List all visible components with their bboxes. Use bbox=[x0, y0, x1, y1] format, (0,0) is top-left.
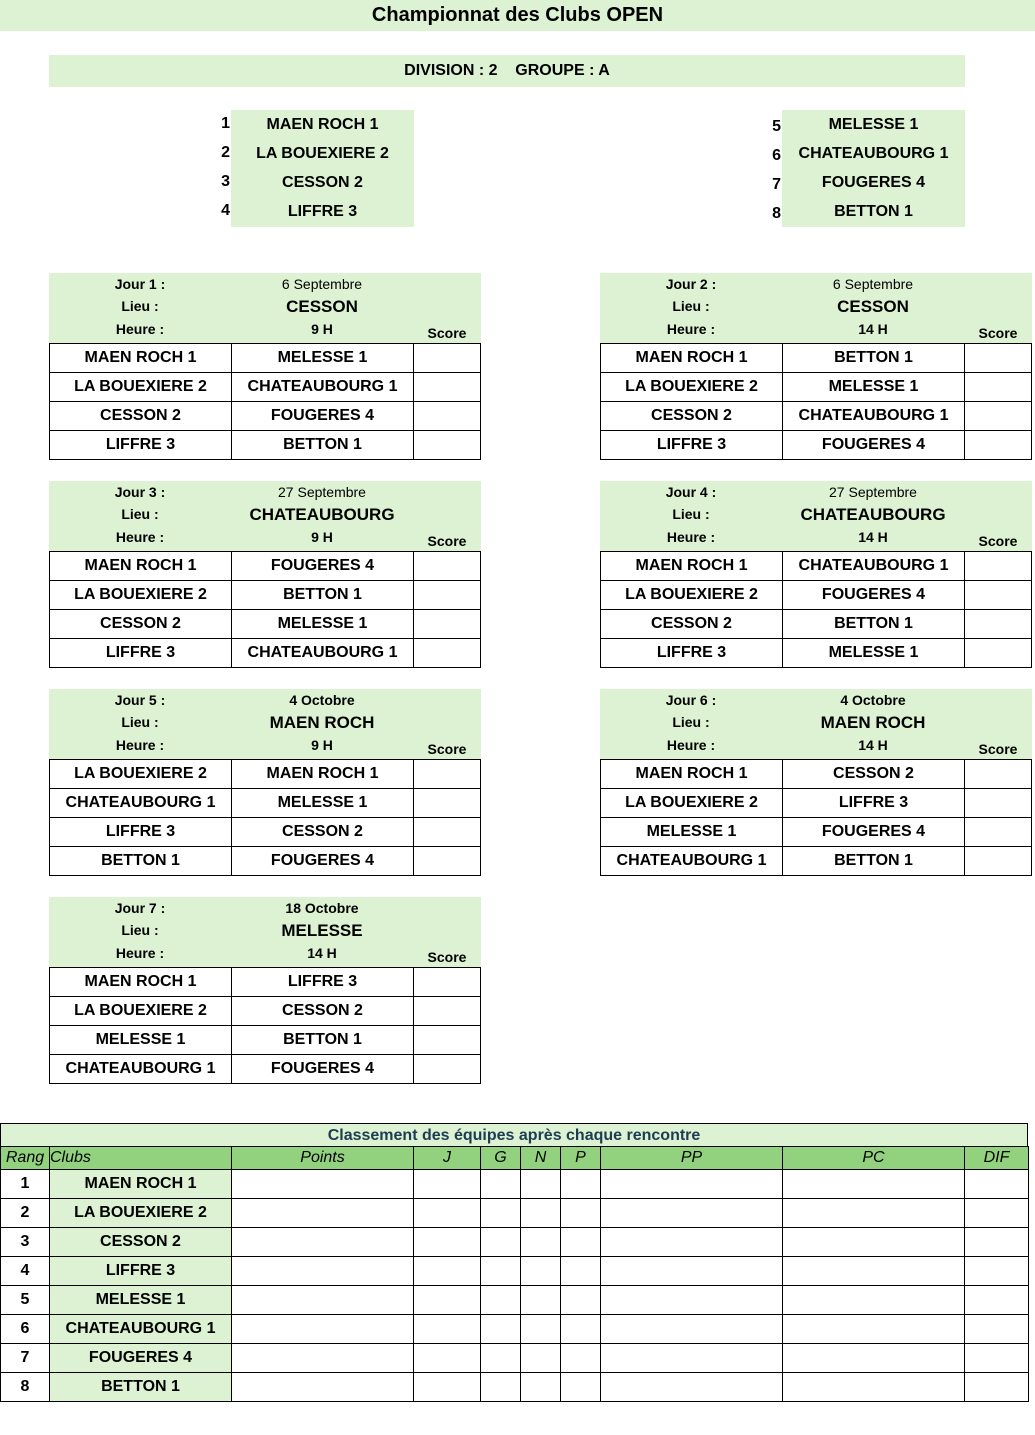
rank-stat-cell[interactable] bbox=[561, 1170, 601, 1199]
day-date: 4 Octobre bbox=[840, 692, 906, 708]
home-team: BETTON 1 bbox=[50, 847, 232, 876]
away-team: BETTON 1 bbox=[232, 1026, 414, 1055]
rank-stat-cell[interactable] bbox=[965, 1199, 1029, 1228]
home-team: CESSON 2 bbox=[601, 402, 783, 431]
away-team: LIFFRE 3 bbox=[783, 789, 965, 818]
team-name: CHATEAUBOURG 1 bbox=[798, 145, 949, 162]
home-team: CHATEAUBOURG 1 bbox=[601, 847, 783, 876]
home-team: LIFFRE 3 bbox=[50, 818, 232, 847]
ranking-row bbox=[1, 1286, 1029, 1315]
score-cell[interactable] bbox=[414, 968, 481, 997]
rank-stat-cell[interactable] bbox=[521, 1344, 561, 1373]
page-title: Championnat des Clubs OPEN bbox=[0, 0, 1035, 31]
match-row bbox=[601, 344, 1032, 373]
score-label: Score bbox=[427, 325, 467, 341]
away-team: CHATEAUBOURG 1 bbox=[783, 552, 965, 581]
rank-stat-cell[interactable] bbox=[561, 1344, 601, 1373]
day-venue: CHATEAUBOURG bbox=[800, 505, 946, 524]
score-cell[interactable] bbox=[414, 431, 481, 460]
day-date: 27 Septembre bbox=[829, 484, 917, 500]
rank-club: MELESSE 1 bbox=[50, 1286, 232, 1315]
score-cell[interactable] bbox=[414, 373, 481, 402]
match-row bbox=[50, 968, 481, 997]
team-number: 5 bbox=[772, 118, 781, 135]
team-name: MAEN ROCH 1 bbox=[266, 116, 379, 133]
day-3-header bbox=[49, 481, 481, 551]
score-cell[interactable] bbox=[414, 639, 481, 668]
rank-stat-cell[interactable] bbox=[601, 1315, 783, 1344]
rank-stat-cell[interactable] bbox=[414, 1257, 481, 1286]
match-row bbox=[50, 373, 481, 402]
rank-stat-cell[interactable] bbox=[232, 1344, 414, 1373]
score-label: Score bbox=[427, 533, 467, 549]
match-row bbox=[601, 373, 1032, 402]
ranking-header-dif: DIF bbox=[965, 1147, 1029, 1170]
rank-stat-cell[interactable] bbox=[601, 1228, 783, 1257]
rank-stat-cell[interactable] bbox=[601, 1373, 783, 1402]
home-team: MAEN ROCH 1 bbox=[50, 968, 232, 997]
away-team: FOUGERES 4 bbox=[232, 847, 414, 876]
rank-stat-cell[interactable] bbox=[521, 1199, 561, 1228]
rank-stat-cell[interactable] bbox=[521, 1315, 561, 1344]
match-row bbox=[50, 639, 481, 668]
rank-club: LIFFRE 3 bbox=[50, 1257, 232, 1286]
match-row bbox=[601, 431, 1032, 460]
division-group-banner: DIVISION : 2 GROUPE : A bbox=[49, 55, 965, 87]
heure-label: Heure : bbox=[666, 529, 716, 545]
team-number: 2 bbox=[221, 144, 230, 161]
home-team: LA BOUEXIERE 2 bbox=[50, 760, 232, 789]
score-label: Score bbox=[427, 741, 467, 757]
heure-label: Heure : bbox=[115, 529, 165, 545]
rank-stat-cell[interactable] bbox=[521, 1257, 561, 1286]
rank-stat-cell[interactable] bbox=[232, 1315, 414, 1344]
score-label: Score bbox=[978, 325, 1018, 341]
rank-stat-cell[interactable] bbox=[561, 1228, 601, 1257]
day-3-matches-table bbox=[49, 551, 481, 668]
day-venue: CESSON bbox=[837, 297, 909, 316]
rank-stat-cell[interactable] bbox=[601, 1257, 783, 1286]
away-team: MELESSE 1 bbox=[783, 639, 965, 668]
day-time: 9 H bbox=[311, 529, 333, 545]
rank-stat-cell[interactable] bbox=[965, 1257, 1029, 1286]
rank-number: 2 bbox=[1, 1199, 50, 1228]
rank-stat-cell[interactable] bbox=[783, 1228, 965, 1257]
rank-number: 3 bbox=[1, 1228, 50, 1257]
away-team: FOUGERES 4 bbox=[783, 431, 965, 460]
rank-stat-cell[interactable] bbox=[783, 1315, 965, 1344]
away-team: CHATEAUBOURG 1 bbox=[232, 373, 414, 402]
ranking-row bbox=[1, 1199, 1029, 1228]
match-row bbox=[601, 581, 1032, 610]
rank-stat-cell[interactable] bbox=[232, 1170, 414, 1199]
match-row bbox=[50, 1055, 481, 1084]
home-team: LA BOUEXIERE 2 bbox=[50, 581, 232, 610]
rank-stat-cell[interactable] bbox=[965, 1344, 1029, 1373]
score-cell[interactable] bbox=[965, 344, 1032, 373]
match-row bbox=[50, 344, 481, 373]
day-1-header bbox=[49, 273, 481, 343]
match-row bbox=[601, 847, 1032, 876]
day-date: 6 Septembre bbox=[281, 276, 363, 292]
home-team: CHATEAUBOURG 1 bbox=[50, 1055, 232, 1084]
day-5-header bbox=[49, 689, 481, 759]
rank-number: 1 bbox=[1, 1170, 50, 1199]
home-team: LIFFRE 3 bbox=[50, 639, 232, 668]
day-7-matches-table bbox=[49, 967, 481, 1084]
home-team: MELESSE 1 bbox=[601, 818, 783, 847]
rank-stat-cell[interactable] bbox=[232, 1257, 414, 1286]
rank-stat-cell[interactable] bbox=[561, 1257, 601, 1286]
away-team: BETTON 1 bbox=[783, 610, 965, 639]
day-venue: MELESSE bbox=[281, 921, 363, 940]
score-cell[interactable] bbox=[965, 431, 1032, 460]
match-row bbox=[601, 402, 1032, 431]
day-time: 9 H bbox=[311, 321, 333, 337]
rank-stat-cell[interactable] bbox=[414, 1199, 481, 1228]
ranking-row bbox=[1, 1257, 1029, 1286]
away-team: LIFFRE 3 bbox=[232, 968, 414, 997]
ranking-header-j: J bbox=[414, 1147, 481, 1170]
lieu-label: Lieu : bbox=[121, 506, 159, 522]
match-row bbox=[50, 789, 481, 818]
day-7-header bbox=[49, 897, 481, 967]
rank-number: 4 bbox=[1, 1257, 50, 1286]
home-team: MELESSE 1 bbox=[50, 1026, 232, 1055]
away-team: MELESSE 1 bbox=[232, 344, 414, 373]
day-label: Jour 4 : bbox=[665, 484, 717, 500]
team-number: 7 bbox=[772, 176, 781, 193]
rank-stat-cell[interactable] bbox=[481, 1373, 521, 1402]
score-cell[interactable] bbox=[965, 581, 1032, 610]
day-time: 9 H bbox=[311, 737, 333, 753]
home-team: MAEN ROCH 1 bbox=[601, 344, 783, 373]
rank-stat-cell[interactable] bbox=[481, 1170, 521, 1199]
score-cell[interactable] bbox=[414, 760, 481, 789]
day-6-matches-table bbox=[600, 759, 1032, 876]
home-team: LIFFRE 3 bbox=[50, 431, 232, 460]
score-cell[interactable] bbox=[965, 818, 1032, 847]
rank-stat-cell[interactable] bbox=[521, 1170, 561, 1199]
lieu-label: Lieu : bbox=[672, 298, 710, 314]
rank-stat-cell[interactable] bbox=[601, 1286, 783, 1315]
home-team: LA BOUEXIERE 2 bbox=[601, 581, 783, 610]
score-cell[interactable] bbox=[965, 373, 1032, 402]
home-team: CESSON 2 bbox=[50, 610, 232, 639]
team-name: LIFFRE 3 bbox=[287, 203, 358, 220]
home-team: LIFFRE 3 bbox=[601, 639, 783, 668]
away-team: FOUGERES 4 bbox=[232, 552, 414, 581]
rank-stat-cell[interactable] bbox=[232, 1373, 414, 1402]
away-team: CHATEAUBOURG 1 bbox=[783, 402, 965, 431]
away-team: CHATEAUBOURG 1 bbox=[232, 639, 414, 668]
rank-club: BETTON 1 bbox=[50, 1373, 232, 1402]
score-label: Score bbox=[978, 533, 1018, 549]
match-row bbox=[601, 789, 1032, 818]
day-label: Jour 2 : bbox=[665, 276, 717, 292]
rank-stat-cell[interactable] bbox=[481, 1315, 521, 1344]
score-label: Score bbox=[978, 741, 1018, 757]
away-team: CESSON 2 bbox=[232, 997, 414, 1026]
day-4-header bbox=[600, 481, 1032, 551]
rank-club: CESSON 2 bbox=[50, 1228, 232, 1257]
heure-label: Heure : bbox=[666, 321, 716, 337]
rank-stat-cell[interactable] bbox=[414, 1228, 481, 1257]
match-row bbox=[50, 818, 481, 847]
rank-club: LA BOUEXIERE 2 bbox=[50, 1199, 232, 1228]
score-cell[interactable] bbox=[414, 402, 481, 431]
match-row bbox=[50, 760, 481, 789]
rank-stat-cell[interactable] bbox=[561, 1315, 601, 1344]
day-label: Jour 5 : bbox=[114, 692, 166, 708]
day-label: Jour 6 : bbox=[665, 692, 717, 708]
lieu-label: Lieu : bbox=[121, 298, 159, 314]
rank-stat-cell[interactable] bbox=[601, 1199, 783, 1228]
away-team: CESSON 2 bbox=[783, 760, 965, 789]
away-team: BETTON 1 bbox=[232, 431, 414, 460]
rank-stat-cell[interactable] bbox=[414, 1373, 481, 1402]
away-team: BETTON 1 bbox=[783, 847, 965, 876]
score-cell[interactable] bbox=[414, 997, 481, 1026]
day-venue: MAEN ROCH bbox=[269, 713, 375, 732]
rank-number: 8 bbox=[1, 1373, 50, 1402]
score-cell[interactable] bbox=[414, 552, 481, 581]
day-date: 18 Octobre bbox=[285, 900, 359, 916]
match-row bbox=[50, 402, 481, 431]
away-team: FOUGERES 4 bbox=[783, 818, 965, 847]
score-cell[interactable] bbox=[414, 581, 481, 610]
rank-stat-cell[interactable] bbox=[481, 1228, 521, 1257]
match-row bbox=[50, 847, 481, 876]
ranking-header-points: Points bbox=[232, 1147, 414, 1170]
away-team: CESSON 2 bbox=[232, 818, 414, 847]
rank-stat-cell[interactable] bbox=[783, 1344, 965, 1373]
rank-number: 5 bbox=[1, 1286, 50, 1315]
match-row bbox=[50, 1026, 481, 1055]
rank-stat-cell[interactable] bbox=[232, 1286, 414, 1315]
score-cell[interactable] bbox=[965, 760, 1032, 789]
rank-stat-cell[interactable] bbox=[783, 1286, 965, 1315]
ranking-header-clubs: Clubs bbox=[50, 1147, 232, 1170]
score-cell[interactable] bbox=[414, 847, 481, 876]
team-name: CESSON 2 bbox=[282, 174, 363, 191]
score-label: Score bbox=[427, 949, 467, 965]
away-team: BETTON 1 bbox=[232, 581, 414, 610]
rank-number: 7 bbox=[1, 1344, 50, 1373]
home-team: MAEN ROCH 1 bbox=[50, 344, 232, 373]
rank-stat-cell[interactable] bbox=[481, 1286, 521, 1315]
rank-club: MAEN ROCH 1 bbox=[50, 1170, 232, 1199]
away-team: BETTON 1 bbox=[783, 344, 965, 373]
heure-label: Heure : bbox=[666, 737, 716, 753]
team-number: 3 bbox=[221, 173, 230, 190]
rank-club: FOUGERES 4 bbox=[50, 1344, 232, 1373]
ranking-row bbox=[1, 1315, 1029, 1344]
rank-stat-cell[interactable] bbox=[783, 1170, 965, 1199]
rank-stat-cell[interactable] bbox=[481, 1344, 521, 1373]
day-label: Jour 7 : bbox=[114, 900, 166, 916]
rank-stat-cell[interactable] bbox=[521, 1228, 561, 1257]
heure-label: Heure : bbox=[115, 737, 165, 753]
score-cell[interactable] bbox=[414, 610, 481, 639]
team-number: 1 bbox=[221, 115, 230, 132]
home-team: LA BOUEXIERE 2 bbox=[601, 373, 783, 402]
lieu-label: Lieu : bbox=[672, 506, 710, 522]
score-cell[interactable] bbox=[965, 552, 1032, 581]
home-team: LA BOUEXIERE 2 bbox=[50, 373, 232, 402]
day-4-matches-table bbox=[600, 551, 1032, 668]
rank-stat-cell[interactable] bbox=[965, 1286, 1029, 1315]
rank-club: CHATEAUBOURG 1 bbox=[50, 1315, 232, 1344]
ranking-row bbox=[1, 1228, 1029, 1257]
home-team: LIFFRE 3 bbox=[601, 431, 783, 460]
score-cell[interactable] bbox=[965, 610, 1032, 639]
away-team: MELESSE 1 bbox=[232, 789, 414, 818]
rank-stat-cell[interactable] bbox=[521, 1373, 561, 1402]
rank-stat-cell[interactable] bbox=[965, 1170, 1029, 1199]
rank-stat-cell[interactable] bbox=[481, 1257, 521, 1286]
day-6-header bbox=[600, 689, 1032, 759]
rank-stat-cell[interactable] bbox=[601, 1344, 783, 1373]
away-team: FOUGERES 4 bbox=[232, 402, 414, 431]
rank-stat-cell[interactable] bbox=[232, 1228, 414, 1257]
rank-stat-cell[interactable] bbox=[783, 1199, 965, 1228]
day-date: 27 Septembre bbox=[278, 484, 366, 500]
day-time: 14 H bbox=[858, 529, 888, 545]
score-cell[interactable] bbox=[414, 818, 481, 847]
home-team: CHATEAUBOURG 1 bbox=[50, 789, 232, 818]
score-cell[interactable] bbox=[414, 1026, 481, 1055]
day-1-matches-table bbox=[49, 343, 481, 460]
rank-stat-cell[interactable] bbox=[414, 1344, 481, 1373]
match-row bbox=[50, 997, 481, 1026]
score-cell[interactable] bbox=[965, 847, 1032, 876]
team-name: MELESSE 1 bbox=[828, 116, 919, 133]
ranking-row bbox=[1, 1373, 1029, 1402]
day-venue: MAEN ROCH bbox=[820, 713, 926, 732]
rank-number: 6 bbox=[1, 1315, 50, 1344]
team-name: LA BOUEXIERE 2 bbox=[256, 145, 389, 162]
away-team: MAEN ROCH 1 bbox=[232, 760, 414, 789]
away-team: MELESSE 1 bbox=[232, 610, 414, 639]
score-cell[interactable] bbox=[414, 789, 481, 818]
ranking-header-p: P bbox=[561, 1147, 601, 1170]
lieu-label: Lieu : bbox=[121, 714, 159, 730]
team-name: FOUGERES 4 bbox=[821, 174, 926, 191]
score-cell[interactable] bbox=[414, 344, 481, 373]
match-row bbox=[50, 552, 481, 581]
ranking-row bbox=[1, 1170, 1029, 1199]
away-team: FOUGERES 4 bbox=[232, 1055, 414, 1084]
match-row bbox=[601, 818, 1032, 847]
day-date: 4 Octobre bbox=[289, 692, 355, 708]
home-team: MAEN ROCH 1 bbox=[601, 552, 783, 581]
home-team: CESSON 2 bbox=[50, 402, 232, 431]
day-date: 6 Septembre bbox=[832, 276, 914, 292]
home-team: LA BOUEXIERE 2 bbox=[50, 997, 232, 1026]
rank-stat-cell[interactable] bbox=[481, 1199, 521, 1228]
day-2-header bbox=[600, 273, 1032, 343]
rank-stat-cell[interactable] bbox=[783, 1257, 965, 1286]
rank-stat-cell[interactable] bbox=[414, 1286, 481, 1315]
home-team: CESSON 2 bbox=[601, 610, 783, 639]
home-team: MAEN ROCH 1 bbox=[50, 552, 232, 581]
team-number: 8 bbox=[772, 205, 781, 222]
heure-label: Heure : bbox=[115, 945, 165, 961]
score-cell[interactable] bbox=[414, 1055, 481, 1084]
away-team: FOUGERES 4 bbox=[783, 581, 965, 610]
day-time: 14 H bbox=[307, 945, 337, 961]
heure-label: Heure : bbox=[115, 321, 165, 337]
match-row bbox=[601, 760, 1032, 789]
score-cell[interactable] bbox=[965, 639, 1032, 668]
match-row bbox=[50, 610, 481, 639]
rank-stat-cell[interactable] bbox=[232, 1199, 414, 1228]
ranking-header-pc: PC bbox=[783, 1147, 965, 1170]
day-venue: CHATEAUBOURG bbox=[249, 505, 395, 524]
match-row bbox=[601, 610, 1032, 639]
match-row bbox=[50, 431, 481, 460]
day-5-matches-table bbox=[49, 759, 481, 876]
day-venue: CESSON bbox=[286, 297, 358, 316]
day-time: 14 H bbox=[858, 737, 888, 753]
rank-stat-cell[interactable] bbox=[561, 1199, 601, 1228]
team-number: 4 bbox=[221, 202, 230, 219]
day-label: Jour 1 : bbox=[114, 276, 166, 292]
away-team: MELESSE 1 bbox=[783, 373, 965, 402]
day-time: 14 H bbox=[858, 321, 888, 337]
score-cell[interactable] bbox=[965, 789, 1032, 818]
rank-stat-cell[interactable] bbox=[561, 1373, 601, 1402]
ranking-header-rang: Rang bbox=[1, 1147, 50, 1170]
rank-stat-cell[interactable] bbox=[561, 1286, 601, 1315]
lieu-label: Lieu : bbox=[672, 714, 710, 730]
ranking-table bbox=[0, 1146, 1029, 1402]
ranking-row bbox=[1, 1344, 1029, 1373]
ranking-header-n: N bbox=[521, 1147, 561, 1170]
match-row bbox=[50, 581, 481, 610]
ranking-header-pp: PP bbox=[601, 1147, 783, 1170]
rank-stat-cell[interactable] bbox=[601, 1170, 783, 1199]
team-name: BETTON 1 bbox=[834, 203, 913, 220]
rank-stat-cell[interactable] bbox=[521, 1286, 561, 1315]
home-team: MAEN ROCH 1 bbox=[601, 760, 783, 789]
home-team: LA BOUEXIERE 2 bbox=[601, 789, 783, 818]
match-row bbox=[601, 552, 1032, 581]
day-2-matches-table bbox=[600, 343, 1032, 460]
ranking-title: Classement des équipes après chaque rencontre bbox=[0, 1123, 1028, 1146]
team-number: 6 bbox=[772, 147, 781, 164]
rank-stat-cell[interactable] bbox=[965, 1373, 1029, 1402]
score-cell[interactable] bbox=[965, 402, 1032, 431]
rank-stat-cell[interactable] bbox=[414, 1315, 481, 1344]
day-label: Jour 3 : bbox=[114, 484, 166, 500]
rank-stat-cell[interactable] bbox=[965, 1315, 1029, 1344]
rank-stat-cell[interactable] bbox=[783, 1373, 965, 1402]
lieu-label: Lieu : bbox=[121, 922, 159, 938]
rank-stat-cell[interactable] bbox=[965, 1228, 1029, 1257]
ranking-header-g: G bbox=[481, 1147, 521, 1170]
match-row bbox=[601, 639, 1032, 668]
rank-stat-cell[interactable] bbox=[414, 1170, 481, 1199]
